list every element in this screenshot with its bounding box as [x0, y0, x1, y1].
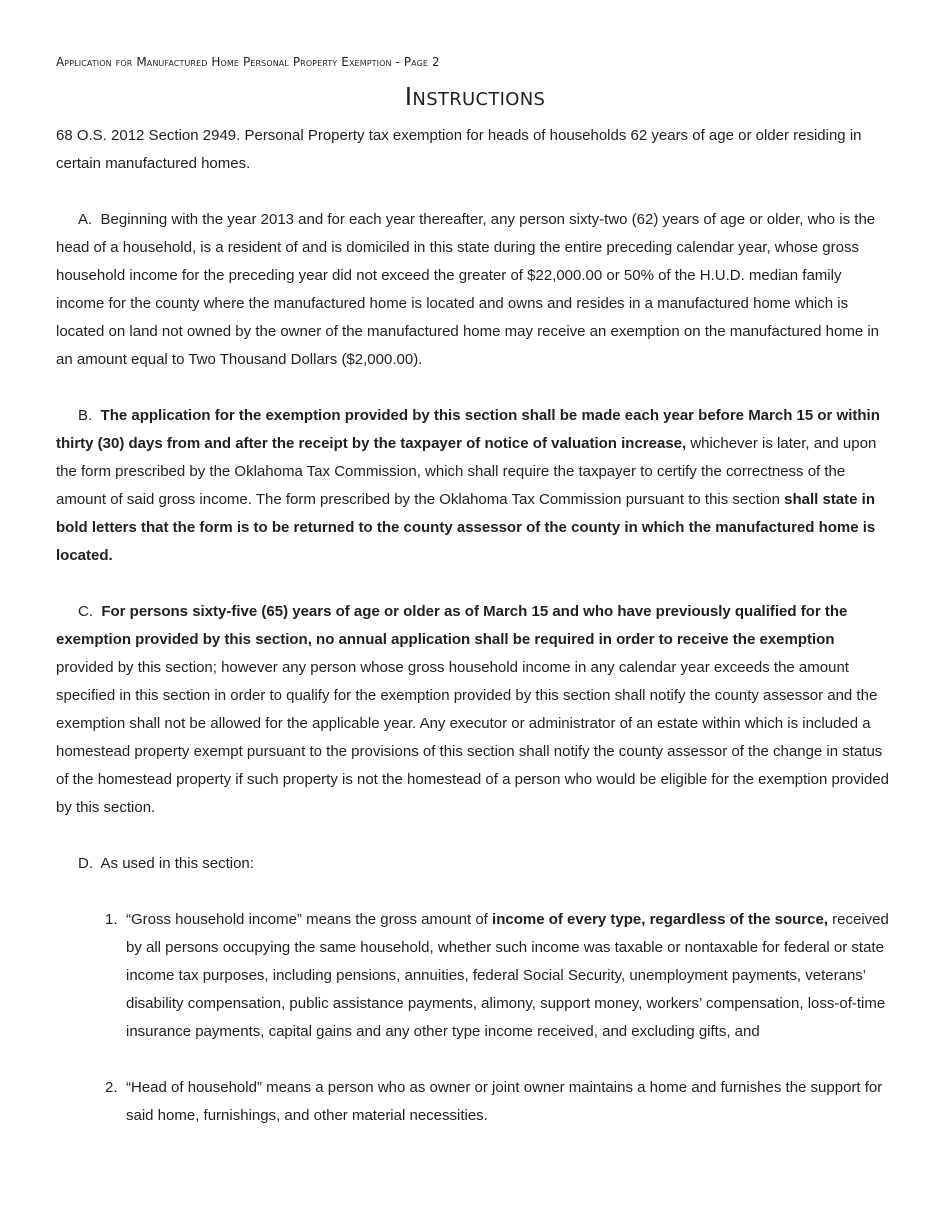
list-item-bold: income of every type, regardless of the source, — [492, 911, 828, 928]
list-item-number: 2. — [105, 1079, 118, 1096]
definitions-list — [56, 906, 892, 1130]
list-item — [56, 1074, 892, 1130]
section-b — [56, 402, 892, 570]
list-item-text-1: “Head of household” means a person who as owner or joint owner maintains a home and furnishes the support for said home, furnishings, and other material necessities. — [126, 1079, 883, 1124]
section-a-text: Beginning with the year 2013 and for each year thereafter, any person sixty-two (62) years of age or older, who is the head of a household, is a resident of and is domiciled in this state during the entire preceding calendar year, whose gross household income for the preceding year did not exceed the greater of $22,000.00 or 50% of the H.U.D. median family income for the county where the manufactured home is located and owns and resides in a manufactured home which is located on land not owned by the owner of the manufactured home may receive an exemption on the manufactured home in an amount equal to Two Thousand Dollars ($2,000.00). — [56, 211, 880, 368]
intro-paragraph: 68 O.S. 2012 Section 2949. Personal Property tax exemption for heads of households 62 years of age or older residing in certain manufactured homes. — [56, 127, 862, 172]
section-d-text: As used in this section: — [100, 855, 254, 872]
list-item-number: 1. — [105, 911, 118, 928]
section-b-bold-1: The application for the exemption provided by this section shall be made each year before March 15 or within thirty (30) days from and after the receipt by the taxpayer of notice of valuation increase, — [56, 407, 880, 452]
list-item — [56, 906, 892, 1046]
section-c-label: C. — [78, 603, 93, 620]
page-header: Application for Manufactured Home Personal Property Exemption - Page 2 — [56, 55, 440, 69]
page-title: Instructions — [404, 82, 546, 111]
section-b-bold-2: shall state in bold letters that the form is to be returned to the county assessor of the county in which the manufactured home is located. — [56, 491, 876, 564]
section-d — [56, 850, 892, 878]
section-a — [56, 206, 892, 374]
section-c-text-1: provided by this section; however any person whose gross household income in any calendar year exceeds the amount specified in this section in order to qualify for the exemption provided by this section shall notify the county assessor and the exemption shall not be allowed for the applicable year. Any executor or administrator of an estate within which is included a homestead property exempt pursuant to the provisions of this section shall notify the county assessor of the change in status of the homestead property if such property is not the homestead of a person who would be eligible for the exemption provided by this section. — [56, 659, 889, 816]
list-item-text-2: received by all persons occupying the same household, whether such income was taxable or nontaxable for federal or state income tax purposes, including pensions, annuities, federal Social Security, unemployment payments, veterans’ disability compensation, public assistance payments, alimony, support money, workers’ compensation, loss-of-time insurance payments, capital gains and any other type income received, and excluding gifts, and — [126, 911, 889, 1040]
section-b-text-1: whichever is later, and upon the form prescribed by the Oklahoma Tax Commission, which shall require the taxpayer to certify the correctness of the amount of said gross income. The form prescribed by the Oklahoma Tax Commission pursuant to this section — [56, 435, 877, 508]
list-item-text-1: “Gross household income” means the gross amount of — [126, 911, 488, 928]
section-b-label: B. — [78, 407, 93, 424]
section-a-label: A. — [78, 211, 93, 228]
instructions-body — [56, 122, 892, 1158]
section-d-label: D. — [78, 855, 93, 872]
section-c — [56, 598, 892, 822]
section-c-bold-1: For persons sixty-five (65) years of age or older as of March 15 and who have previously qualified for the exemption provided by this section, no annual application shall be required in order to receive the exemption — [56, 603, 848, 648]
